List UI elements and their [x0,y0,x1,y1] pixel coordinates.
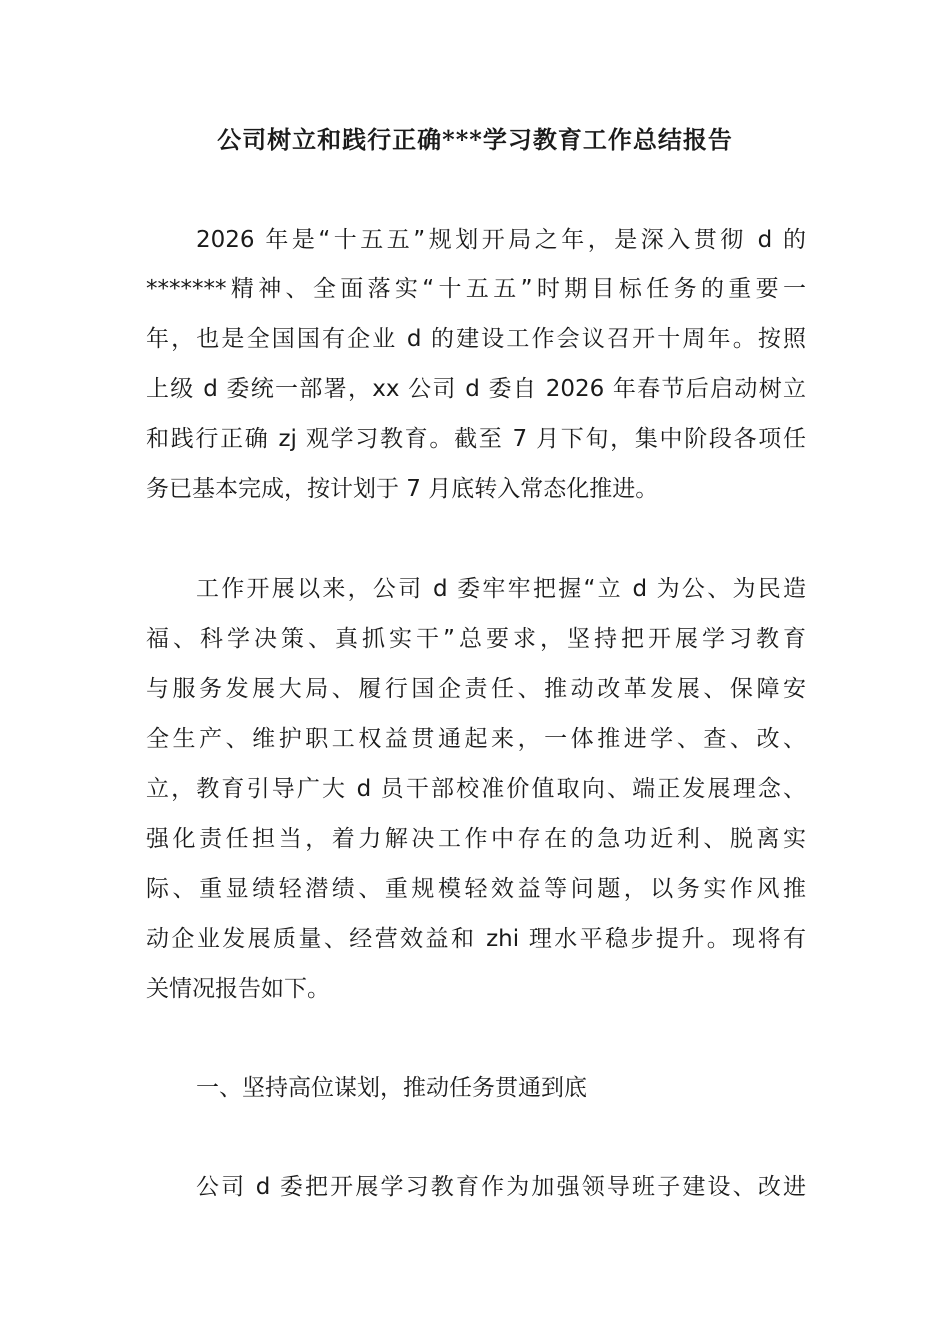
section-heading-1: 一、坚持高位谋划，推动任务贯通到底 [196,1075,587,1101]
paragraph-1-line-3: 年，也是全国国有企业 d 的建设工作会议召开十周年。按照 [146,326,806,352]
paragraph-2-line-9: 关情况报告如下。 [146,976,330,1002]
paragraph-2-line-3: 与服务发展大局、履行国企责任、推动改革发展、保障安 [146,676,806,702]
paragraph-1-line-5: 和践行正确 zj 观学习教育。截至 7 月下旬，集中阶段各项任 [146,426,806,452]
paragraph-1-line-6: 务已基本完成，按计划于 7 月底转入常态化推进。 [146,476,659,502]
document-title: 公司树立和践行正确***学习教育工作总结报告 [217,125,733,154]
paragraph-2-line-5: 立，教育引导广大 d 员干部校准价值取向、端正发展理念、 [146,776,806,802]
paragraph-2-line-8: 动企业发展质量、经营效益和 zhi 理水平稳步提升。现将有 [146,926,806,952]
paragraph-1-line-1: 2026 年是“十五五”规划开局之年，是深入贯彻 d 的 [196,227,806,253]
paragraph-2-line-2: 福、科学决策、真抓实干”总要求，坚持把开展学习教育 [146,626,806,652]
paragraph-3-line-1: 公司 d 委把开展学习教育作为加强领导班子建设、改进 [196,1174,806,1200]
paragraph-2-line-4: 全生产、维护职工权益贯通起来，一体推进学、查、改、 [146,726,806,752]
paragraph-1-line-4: 上级 d 委统一部署，xx 公司 d 委自 2026 年春节后启动树立 [146,376,806,402]
paragraph-1-line-2: *******精神、全面落实“十五五”时期目标任务的重要一 [146,276,806,302]
paragraph-2-line-6: 强化责任担当，着力解决工作中存在的急功近利、脱离实 [146,826,806,852]
paragraph-2-line-7: 际、重显绩轻潜绩、重规模轻效益等问题，以务实作风推 [146,876,806,902]
paragraph-2-line-1: 工作开展以来，公司 d 委牢牢把握“立 d 为公、为民造 [196,576,806,602]
